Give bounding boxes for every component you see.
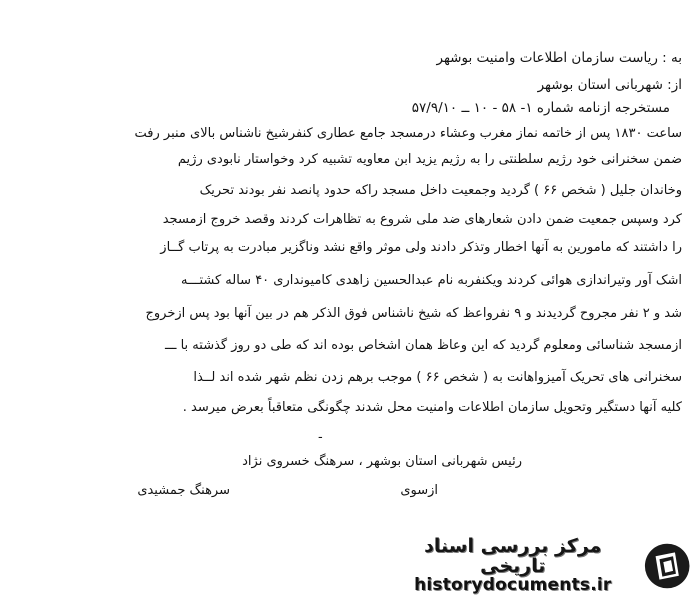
body-line-4: کرد وسپس جمعیت ضمن دادن شعارهای ضد ملی شروع به تظاهرات کردند وقصد خروج ازمسجد bbox=[162, 212, 682, 227]
watermark bbox=[392, 533, 692, 599]
body-line-1: ساعت ۱۸۳۰ پس از خاتمه نماز مغرب وعشاء درمسجد جامع عطاری کنفرشیخ ناشناس بالای منبر رفت bbox=[134, 126, 682, 141]
signature-on-behalf: ازسوی bbox=[400, 483, 438, 498]
body-line-10: کلیه آنها دستگیر وتحویل سازمان اطلاعات وامنیت محل شدند چگونگی متعاقباً بعرض میرسد . bbox=[182, 400, 682, 415]
body-line-8: ازمسجد شناسائی ومعلوم گردید که این وعاظ همان اشخاص بوده اند که طی دو روز گذشته با ـــ bbox=[165, 338, 682, 353]
body-line-7: شد و ۲ نفر مجروح گردیدند و ۹ نفرواعظ که شیخ ناشناس فوق الذکر هم در بین آنها بود پس ازخروج bbox=[145, 306, 682, 321]
archive-logo-icon bbox=[642, 540, 692, 592]
signature-name: سرهنگ جمشیدی bbox=[137, 483, 230, 498]
body-line-9: سخنرانی های تحریک آمیزواهانت به ( شخص ۶۶ ) موجب برهم زدن نظم شهر شده اند لــذا bbox=[193, 370, 682, 385]
body-line-2: ضمن سخنرانی خود رژیم سلطنتی را به رژیم یزید ابن معاویه تشبیه کرد وخواستار نابودی رژیم bbox=[177, 152, 682, 167]
sender-line: از: شهربانی استان بوشهر bbox=[537, 77, 682, 93]
watermark-url: historydocuments.ir bbox=[414, 575, 612, 596]
reference-line: مستخرجه ازنامه شماره ۱- ۵۸ - ۱۰ ــ ۵۷/۹/۱۰ bbox=[411, 100, 670, 116]
watermark-text bbox=[392, 537, 634, 595]
signature-title: رئیس شهربانی استان بوشهر ، سرهنگ خسروی نژاد bbox=[242, 454, 522, 469]
body-line-5: را داشتند که مامورین به آنها اخطار وتذکر دادند ولی موثر واقع نشد وناگزیر مبادرت به پرتاب گــاز bbox=[160, 240, 682, 255]
recipient-line: به : ریاست سازمان اطلاعات وامنیت بوشهر bbox=[436, 50, 682, 66]
body-line-3: وخاندان جلیل ( شخص ۶۶ ) گردید وجمعیت داخل مسجد راکه حدود پانصد نفر بودند تحریک bbox=[199, 183, 682, 198]
watermark-title: مرکز بررسی اسناد تاریخی bbox=[424, 535, 602, 578]
body-line-6: اشک آور وتیراندازی هوائی کردند ویکنفربه نام عبدالحسین زاهدی کامیونداری ۴۰ ساله کشتـــه bbox=[181, 273, 682, 288]
separator-mark: - bbox=[318, 430, 323, 445]
